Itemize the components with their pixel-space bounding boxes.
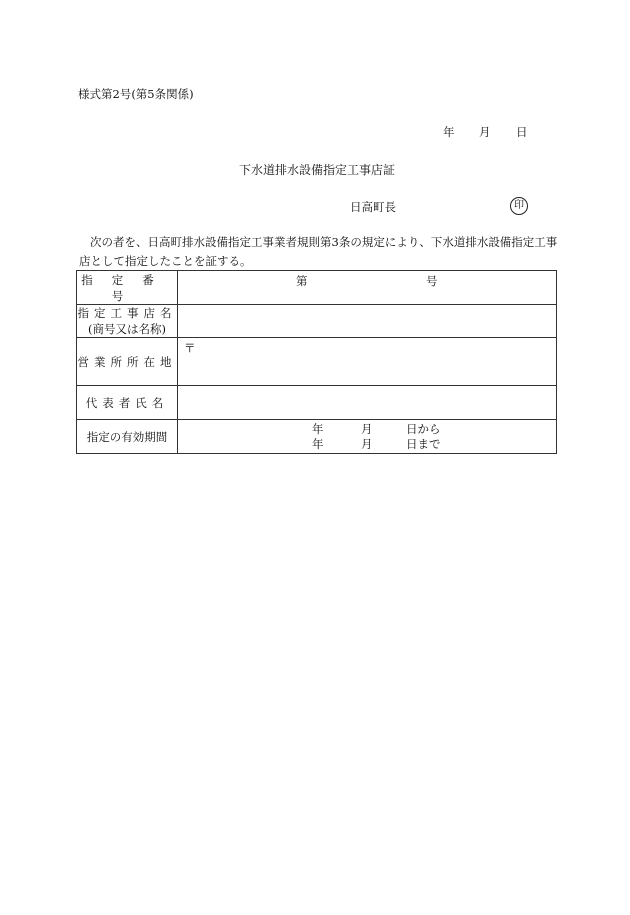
date-day-label: 日 [516,125,528,139]
contractor-name-label: 指定工事店名 (商号又は名称) [77,306,177,336]
designation-number-value [178,271,557,305]
designation-number-label: 指定番号 [77,271,178,305]
validity-period-label: 指定の有効期間 [77,420,178,454]
to-day: 日まで [406,437,441,451]
from-year: 年 [312,422,324,436]
form-number: 様式第2号(第5条関係) [78,87,194,101]
date-year-label: 年 [443,125,455,139]
certificate-table [76,270,557,454]
office-address-label: 営業所所在地 [77,338,178,386]
table-row [77,271,557,305]
from-month: 月 [361,422,373,436]
representative-name-value [178,386,557,420]
office-address-value [178,338,557,386]
issuer-name: 日高町長 [350,200,396,214]
to-month: 月 [361,437,373,451]
table-row [77,305,557,338]
date-month-label: 月 [479,125,491,139]
seal-icon: 印 [510,197,528,215]
contractor-name-value [178,305,557,338]
to-year: 年 [312,437,324,451]
number-prefix: 第 [296,274,308,288]
from-day: 日から [406,422,441,436]
postal-mark: 〒 [184,341,196,355]
table-row [77,386,557,420]
document-title: 下水道排水設備指定工事店証 [238,163,395,177]
table-row [77,338,557,386]
validity-period-value [178,420,557,454]
certification-statement: 次の者を、日高町排水設備指定工事業者規則第3条の規定により、下水道排水設備指定工事店として指定したことを証する。 [79,235,558,268]
table-row [77,420,557,454]
representative-name-label: 代表者氏名 [77,386,178,420]
number-suffix: 号 [426,274,438,288]
